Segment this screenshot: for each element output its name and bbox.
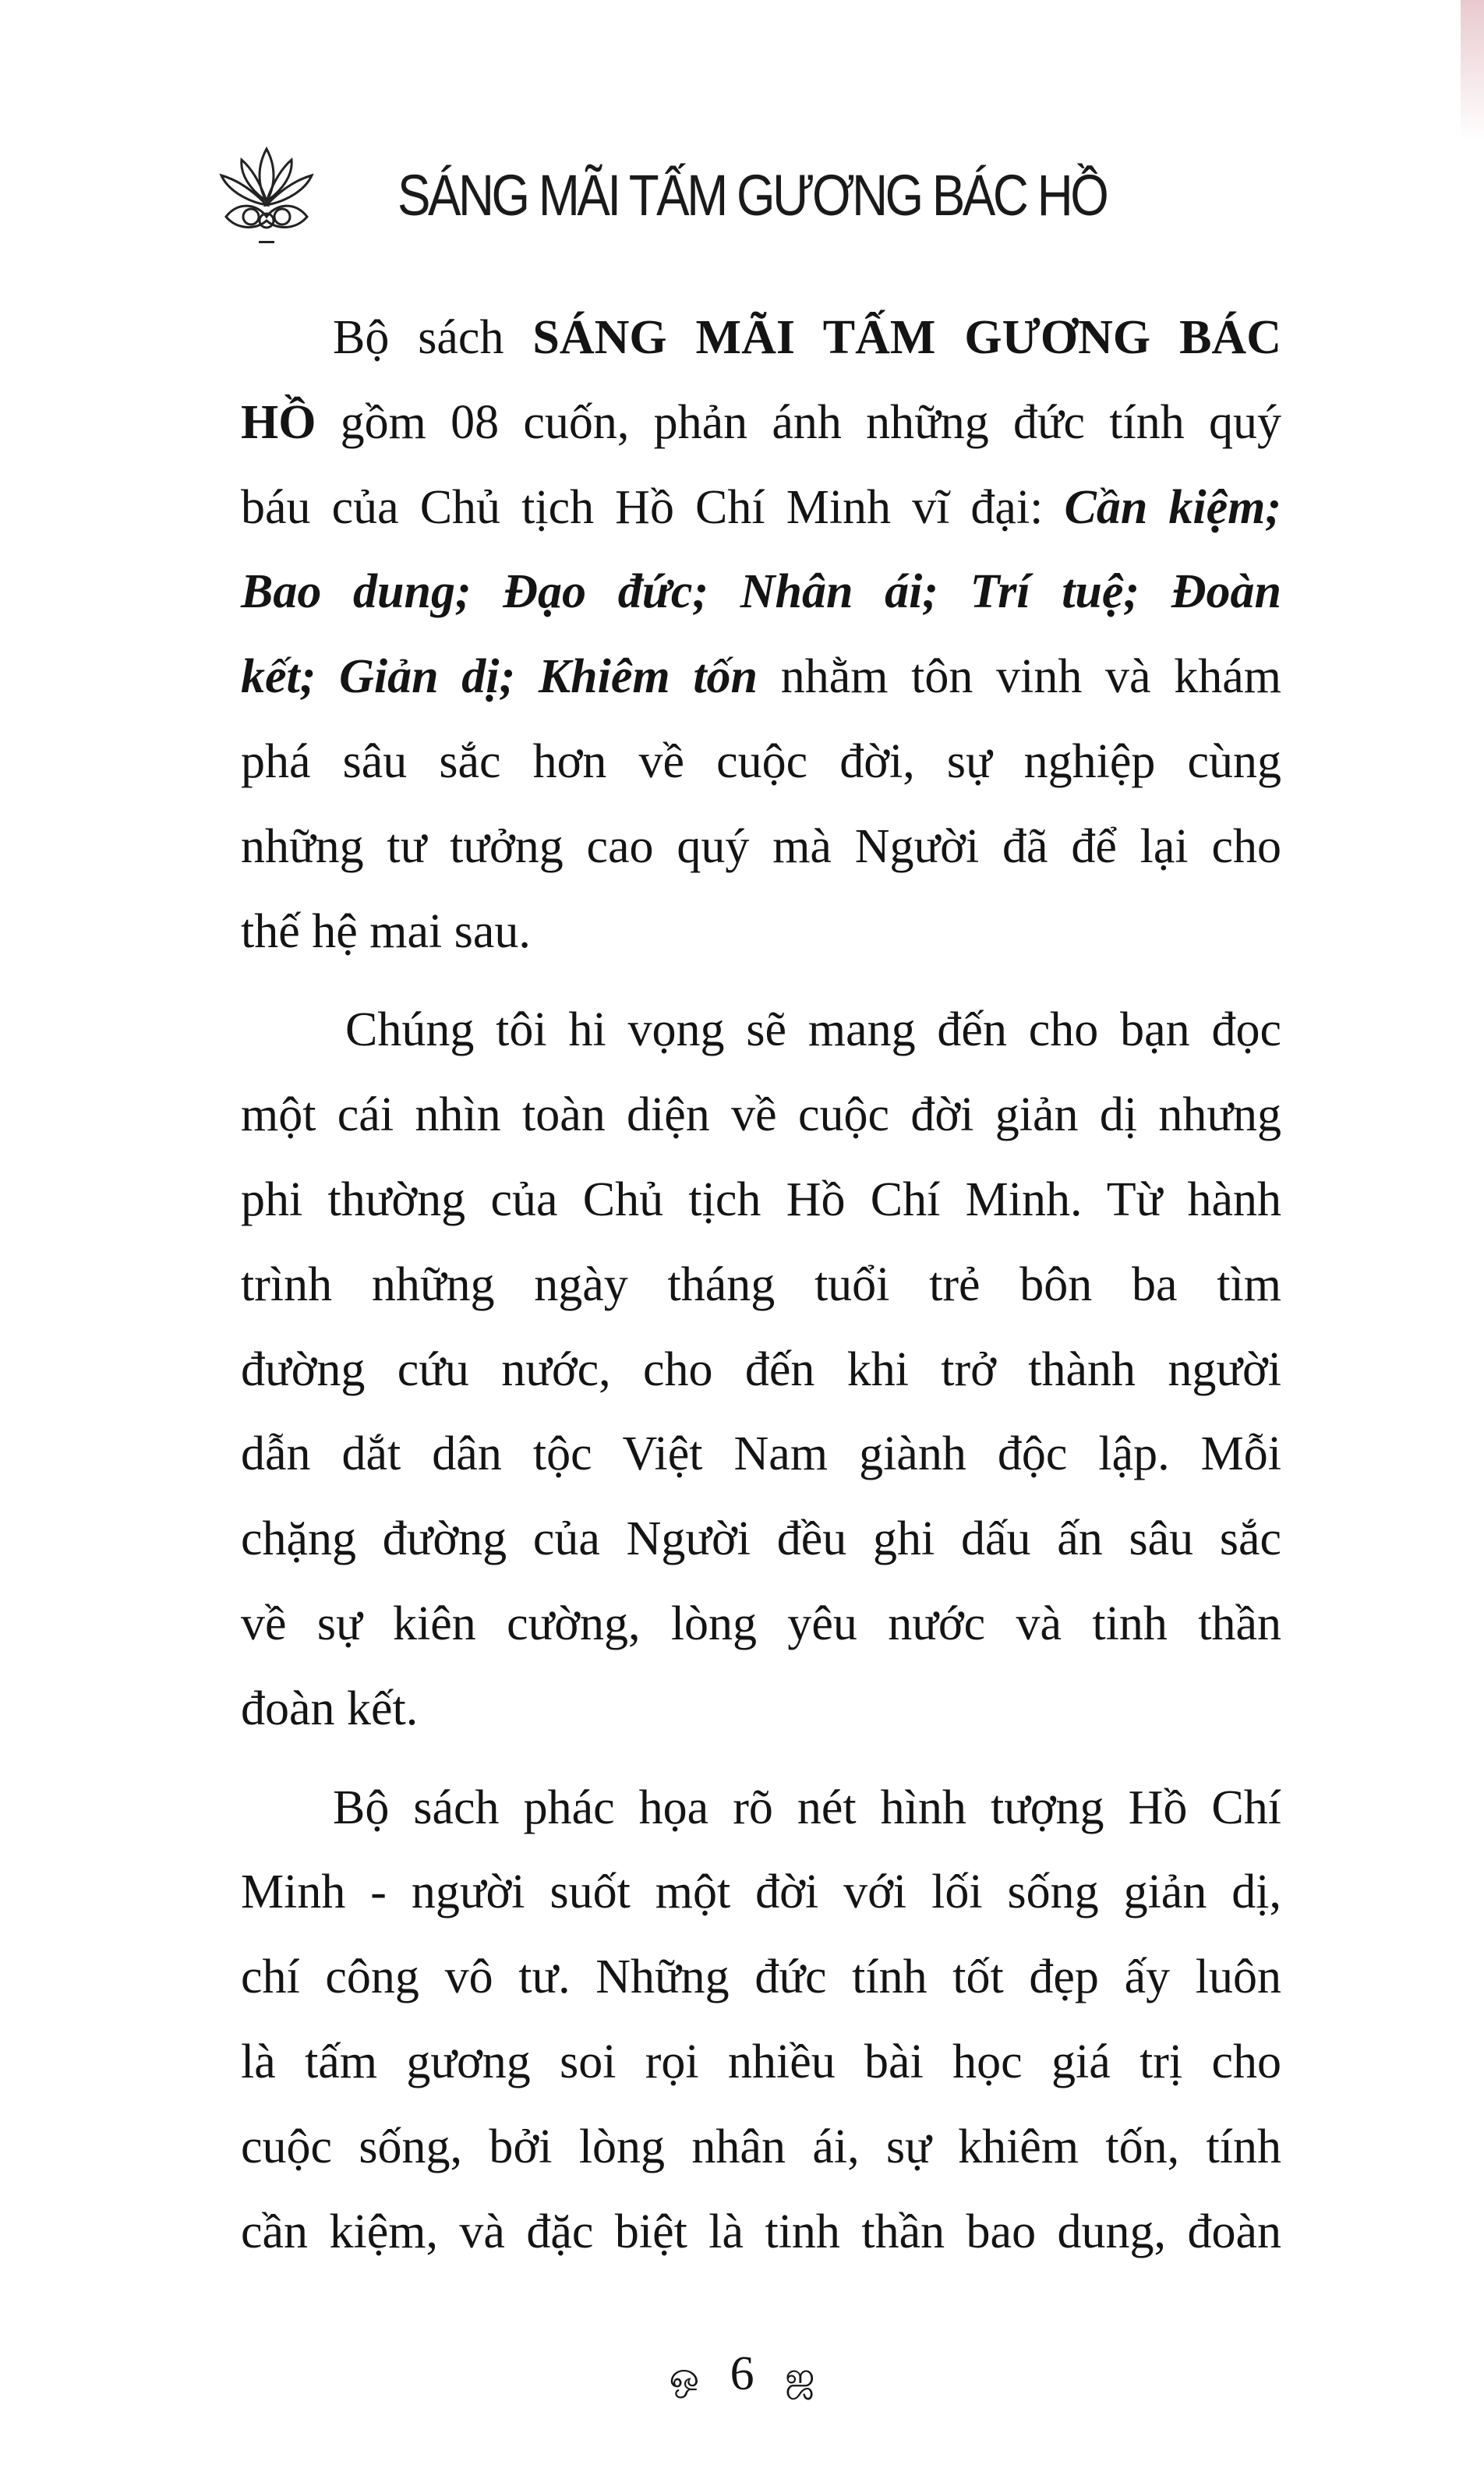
emphasized-text: kết; Giản dị; Khiêm tốn	[241, 650, 758, 704]
text-segment: Chúng tôi hi vọng sẽ mang đến cho bạn đọc	[345, 1003, 1281, 1057]
text-segment: Bộ sách	[333, 311, 533, 364]
emphasized-text: SÁNG MÃI TẤM GƯƠNG BÁC	[532, 311, 1281, 364]
text-line	[241, 2105, 1281, 2190]
text-line	[241, 1850, 1281, 1935]
text-line	[241, 1243, 1281, 1328]
text-segment: những tư tưởng cao quý mà Người đã để lại cho	[241, 819, 1281, 873]
text-line	[241, 1412, 1281, 1497]
text-line	[241, 1935, 1281, 2020]
paragraph	[241, 295, 1281, 974]
text-line	[241, 465, 1281, 550]
text-segment: nhằm tôn vinh và khám	[758, 650, 1281, 704]
lotus-icon	[210, 143, 323, 248]
paragraph	[241, 1766, 1281, 2275]
text-segment: về sự kiên cường, lòng yêu nước và tinh thần	[241, 1597, 1281, 1650]
text-segment: gồm 08 cuốn, phản ánh những đức tính quý	[316, 395, 1281, 449]
page-footer	[0, 2346, 1484, 2402]
text-line	[241, 2020, 1281, 2105]
emphasized-text: Cần kiệm;	[1064, 480, 1282, 534]
text-line	[241, 805, 1281, 889]
text-segment: phá sâu sắc hơn về cuộc đời, sự nghiệp cùng	[241, 734, 1281, 788]
text-line	[241, 1497, 1281, 1582]
text-line	[241, 988, 1281, 1073]
text-line	[241, 1667, 1281, 1752]
emphasized-text: HỒ	[241, 395, 316, 449]
page-edge	[1461, 0, 1484, 140]
text-segment: Bộ sách phác họa rõ nét hình tượng Hồ Chí	[333, 1781, 1281, 1834]
text-segment: cần kiệm, và đặc biệt là tinh thần bao dung, đoàn	[241, 2205, 1281, 2258]
text-segment: đoàn kết.	[241, 1681, 419, 1735]
text-segment: dẫn dắt dân tộc Việt Nam giành độc lập. Mỗi	[241, 1427, 1281, 1481]
text-line	[241, 550, 1281, 635]
text-line	[241, 1582, 1281, 1667]
text-segment: trình những ngày tháng tuổi trẻ bôn ba tìm	[241, 1257, 1281, 1311]
text-line	[241, 1328, 1281, 1413]
text-segment: chặng đường của Người đều ghi dấu ấn sâu sắc	[241, 1512, 1281, 1566]
text-line	[241, 889, 1281, 974]
text-segment: đường cứu nước, cho đến khi trở thành người	[241, 1342, 1281, 1396]
text-line	[241, 720, 1281, 805]
text-segment: phi thường của Chủ tịch Hồ Chí Minh. Từ hành	[241, 1172, 1281, 1226]
running-header	[210, 144, 1221, 246]
text-segment: thế hệ mai sau.	[241, 904, 531, 958]
text-line	[241, 635, 1281, 720]
book-title: SÁNG MÃI TẤM GƯƠNG BÁC HỒ	[398, 162, 1107, 228]
ornament-left-icon: ஒ	[669, 2355, 700, 2396]
text-segment: cuộc sống, bởi lòng nhân ái, sự khiêm tốn, tính	[241, 2120, 1281, 2173]
text-segment: báu của Chủ tịch Hồ Chí Minh vĩ đại:	[241, 480, 1065, 534]
text-line	[241, 295, 1281, 380]
text-line	[241, 380, 1281, 465]
text-line	[241, 1158, 1281, 1243]
page-number: 6	[730, 2347, 754, 2400]
emphasized-text: Bao dung; Đạo đức; Nhân ái; Trí tuệ; Đoàn	[241, 565, 1281, 619]
ornament-right-icon: ஜ	[785, 2355, 815, 2396]
text-segment: là tấm gương soi rọi nhiều bài học giá trị cho	[241, 2035, 1281, 2088]
text-segment: một cái nhìn toàn diện về cuộc đời giản dị nhưng	[241, 1088, 1281, 1142]
text-line	[241, 1073, 1281, 1158]
paragraph	[241, 988, 1281, 1751]
body-text	[241, 295, 1281, 2288]
text-segment: Minh - người suốt một đời với lối sống giản dị,	[241, 1865, 1281, 1919]
text-segment: chí công vô tư. Những đức tính tốt đẹp ấy luôn	[241, 1950, 1281, 2004]
text-line	[241, 2190, 1281, 2275]
text-line	[241, 1766, 1281, 1851]
